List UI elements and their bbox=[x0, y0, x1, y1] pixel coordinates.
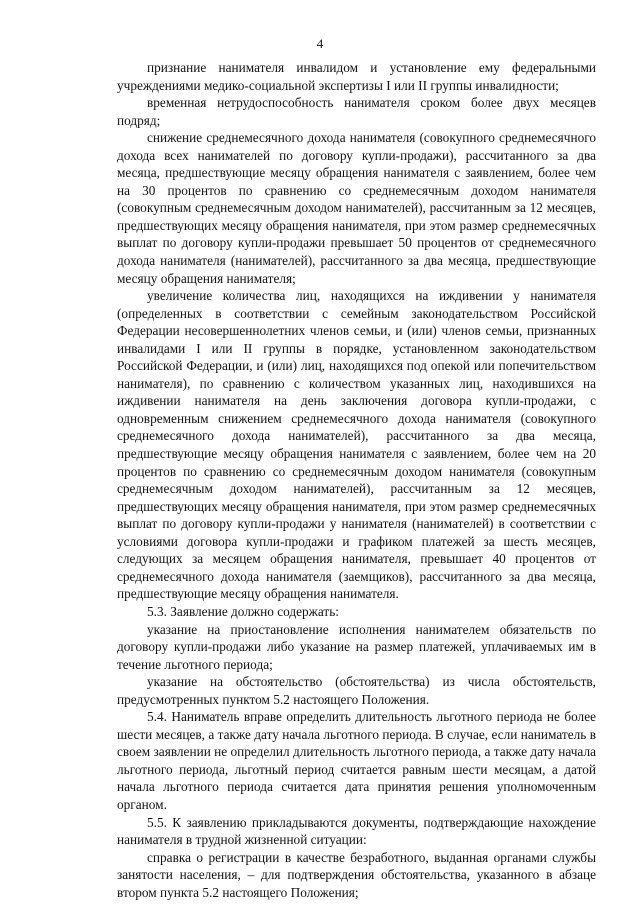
paragraph: увеличение количества лиц, находящихся на иждивении у нанимателя (определенных в соответствии с семейным законодательством Российской Федерации несовершеннолетних членов семьи, и (или) членов семьи, признанных инвалидами I или II группы в порядке, установленном законодательством Российской Федерации, и (или) лиц, находящихся под опекой или попечительством нанимателя), по сравнению с количеством указанных лиц, находившихся на иждивении нанимателя на день заключения договора купли-продажи, с одновременным снижением среднемесячного дохода нанимателя (совокупного среднемесячного дохода нанимателей), рассчитанного за два месяца, предшествующие месяцу обращения нанимателя с заявлением, более чем на 20 процентов по сравнению со среднемесячным доходом нанимателя (совокупным среднемесячным доходом нанимателей), рассчитанным за 12 месяцев, предшествующих месяцу обращения нанимателя, при этом размер среднемесячных выплат по договору купли-продажи у нанимателя (нанимателей) в соответствии с условиями договора купли-продажи и графиком платежей за шесть месяцев, следующих за месяцем обращения нанимателя, превышает 40 процентов от среднемесячного дохода нанимателя (заемщиков), рассчитанного за два месяца, предшествующие месяцу обращения нанимателя. bbox=[117, 288, 596, 602]
paragraph: 5.4. Наниматель вправе определить длительность льготного периода не более шести месяцев, а также дату начала льготного периода. В случае, если наниматель в своем заявлении не определил длительность льготного периода, а также дату начала льготного периода, льготный период считается равным шести месяцам, а датой начала льготного периода считается дата принятия решения уполномоченным органом. bbox=[117, 709, 596, 812]
paragraph: указание на обстоятельство (обстоятельства) из числа обстоятельств, предусмотренных пунктом 5.2 настоящего Положения. bbox=[117, 674, 596, 707]
paragraph: справка о регистрации в качестве безработного, выданная органами службы занятости населения, – для подтверждения обстоятельства, указанного в абзаце втором пункта 5.2 настоящего Положения; bbox=[117, 849, 596, 900]
paragraph: признание нанимателя инвалидом и установление ему федеральными учреждениями медико-социальной экспертизы I или II группы инвалидности; bbox=[117, 60, 596, 93]
paragraph: временная нетрудоспособность нанимателя сроком более двух месяцев подряд; bbox=[117, 95, 596, 128]
paragraph: снижение среднемесячного дохода нанимателя (совокупного среднемесячного дохода всех нанимателей по договору купли-продажи), рассчитанного за два месяца, предшествующие месяцу обращения нанимателя с заявлением, более чем на 30 процентов по сравнению со среднемесячным доходом нанимателя (совокупным среднемесячным доходом нанимателей), рассчитанным за 12 месяцев, предшествующих месяцу обращения нанимателя, при этом размер среднемесячных выплат по договору купли-продажи превышает 50 процентов от среднемесячного дохода нанимателя (нанимателей), рассчитанного за два месяца, предшествующие месяцу обращения нанимателя; bbox=[117, 130, 596, 286]
section-heading: 5.3. Заявление должно содержать: bbox=[147, 603, 339, 619]
paragraph: указание на приостановление исполнения нанимателем обязательств по договору купли-продажи либо указание на размер платежей, уплачиваемых им в течение льготного периода; bbox=[117, 621, 596, 672]
document-body bbox=[117, 59, 596, 901]
page-number: 4 bbox=[316, 36, 324, 51]
paragraph: 5.5. К заявлению прикладываются документы, подтверждающие нахождение нанимателя в трудной жизненной ситуации: bbox=[117, 814, 596, 848]
